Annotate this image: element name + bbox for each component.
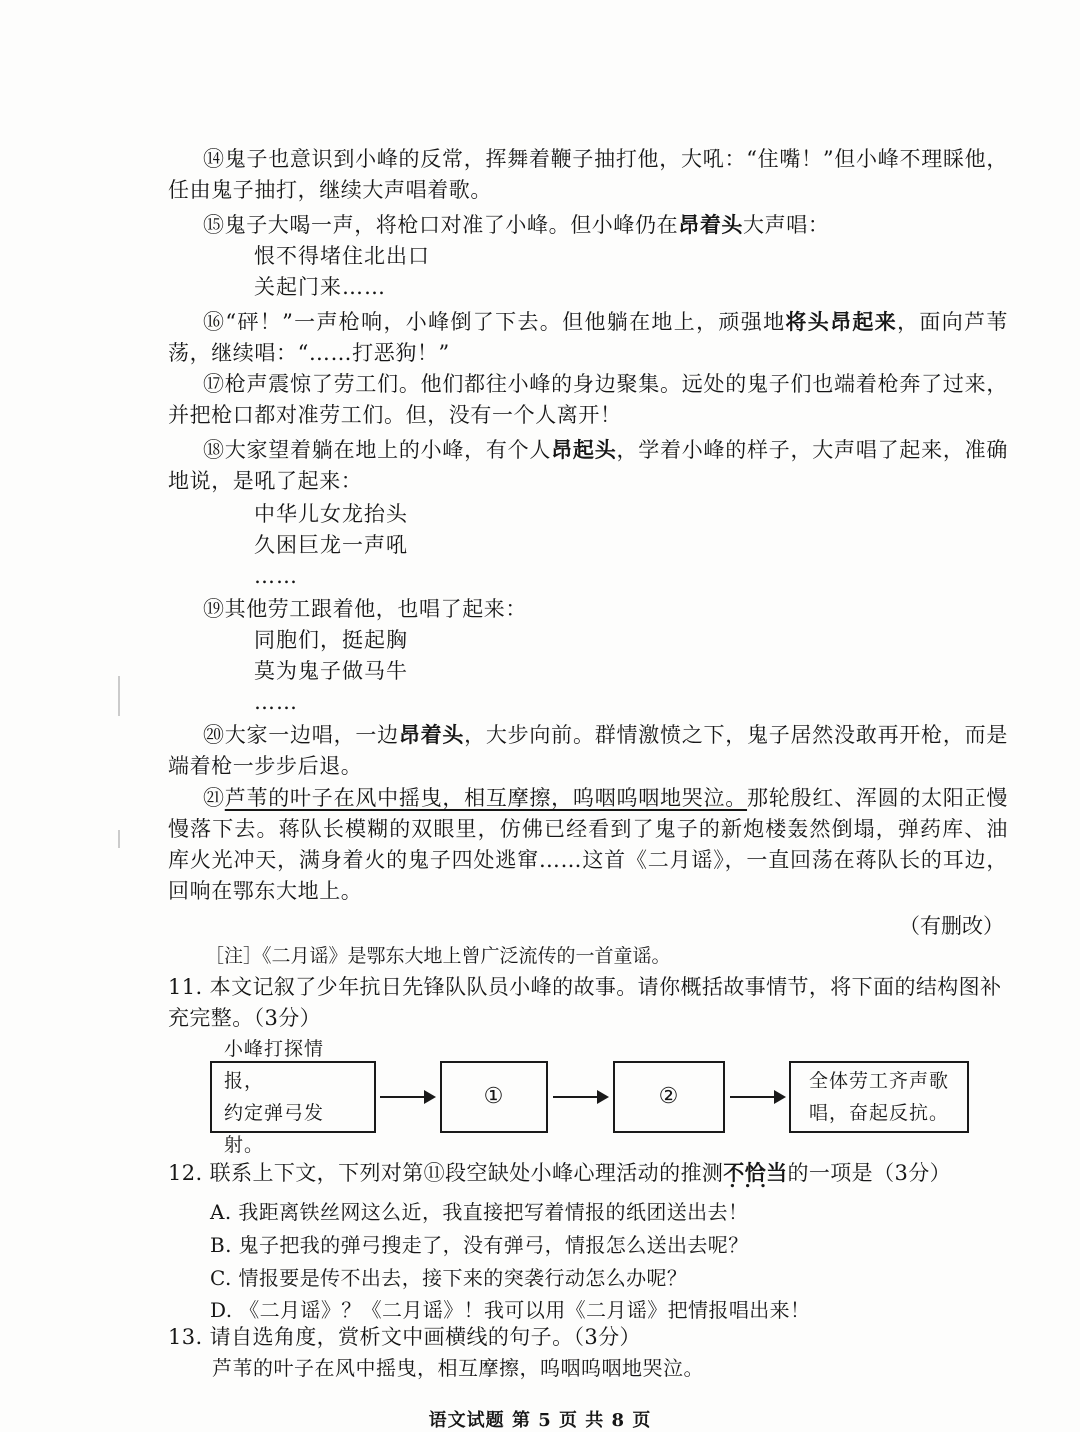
arrow-icon (553, 1096, 607, 1098)
paragraph-number: ⑯ (203, 310, 226, 334)
arrow-icon (730, 1096, 784, 1098)
blank-label: ② (658, 1084, 680, 1109)
paragraph-text: 其他劳工跟着他，也唱了起来： (224, 597, 528, 621)
paragraph-number: ⑭ (203, 147, 225, 171)
paragraph-text: 大家望着躺在地上的小峰，有个人 (224, 438, 552, 462)
box-line: 小峰打探情报， (224, 1038, 325, 1092)
quoted-sentence: 芦苇的叶子在风中摇曳，相互摩擦，呜咽呜咽地哭泣。 (212, 1356, 704, 1380)
option-b[interactable]: B. 鬼子把我的弹弓搜走了，没有弹弓，情报怎么送出去呢？ (210, 1233, 749, 1257)
paragraph-number: ⑲ (203, 597, 225, 621)
paragraph-text: 鬼子大喝一声，将枪口对准了小峰。但小峰仍在 (224, 213, 679, 237)
song-line: …… (254, 564, 298, 588)
paragraph-text: 枪声震惊了劳工们。他们都往小峰的身边聚集。远处的鬼子们也端着枪奔了过来，并把枪口都对准劳工们。但，没有一个人离开！ (168, 372, 1008, 427)
arrow-icon (380, 1096, 434, 1098)
plot-box-blank-1[interactable] (440, 1061, 548, 1133)
song-line: 同胞们，挺起胸 (254, 628, 408, 652)
option-d[interactable]: D. 《二月谣》？《二月谣》！我可以用《二月谣》把情报唱出来！ (210, 1298, 811, 1322)
song-lines-3 (254, 625, 408, 718)
song-line: 关起门来…… (254, 275, 386, 299)
plot-box-4 (789, 1061, 969, 1133)
song-line: …… (254, 690, 298, 714)
paragraph-text: ，大步向前。群情激愤之下，鬼子居然没敢再开枪，而是端着枪一步步后退。 (168, 723, 1008, 778)
bold-phrase: 昂着头 (678, 212, 744, 237)
paragraph-19 (168, 594, 1008, 625)
margin-mark (118, 830, 120, 848)
bold-phrase: 昂着头 (398, 722, 465, 747)
paragraph-text: 鬼子也意识到小峰的反常，挥舞着鞭子抽打他，大吼：“住嘴！”但小峰不理睬他，任由鬼子抽打，继续大声唱着歌。 (168, 147, 1008, 202)
paragraph-21 (168, 783, 1008, 907)
paragraph-number: ⑰ (203, 372, 225, 396)
box-line: 唱，奋起反抗。 (808, 1102, 949, 1124)
paragraph-text: “砰！”一声枪响，小峰倒了下去。但他躺在地上，顽强地 (225, 310, 786, 334)
paragraph-text: ，学着小峰的样子，大声唱了起来，准确地说，是吼了起来： (168, 438, 1008, 493)
plot-box-blank-2[interactable] (613, 1061, 725, 1133)
paragraph-text: 大家一边唱，一边 (224, 723, 399, 747)
plot-box-1 (210, 1038, 376, 1156)
question-text: 的一项是（3分） (787, 1161, 952, 1185)
underlined-sentence: 芦苇的叶子在风中摇曳，相互摩擦，呜咽呜咽地哭泣。 (224, 786, 748, 810)
box-line: 全体劳工齐声歌 (808, 1070, 949, 1092)
paragraph-20 (168, 719, 1008, 782)
paragraph-number: ⑱ (203, 438, 225, 462)
box-line: 约定弹弓发射。 (224, 1102, 325, 1156)
paragraph-14 (168, 144, 1008, 206)
paragraph-text: ，面向芦苇荡，继续唱：“……打恶狗！” (168, 310, 1009, 365)
option-c[interactable]: C. 情报要是传不出去，接下来的突袭行动怎么办呢？ (210, 1266, 688, 1290)
paragraph-number: ㉑ (203, 786, 225, 810)
question-12 (168, 1157, 1008, 1189)
song-line: 恨不得堵住北出口 (254, 244, 430, 268)
bold-phrase: 昂起头 (551, 437, 617, 462)
paragraph-number: ⑳ (203, 723, 225, 747)
blank-label: ① (483, 1084, 505, 1109)
edited-note: （有删改） (899, 914, 1004, 938)
paragraph-17 (168, 369, 1008, 431)
margin-mark (118, 676, 120, 716)
bold-phrase: 将头昂起来 (785, 309, 898, 334)
song-line: 久困巨龙一声吼 (254, 533, 408, 557)
paragraph-15 (168, 209, 1008, 241)
emphasis-text: 不恰当 ... (723, 1160, 787, 1185)
question-text: 12. 联系上下文，下列对第⑪段空缺处小峰心理活动的推测 (168, 1161, 724, 1185)
paragraph-16 (168, 306, 1008, 369)
footnote: ［注］《二月谣》是鄂东大地上曾广泛流传的一首童谣。 (205, 945, 671, 967)
song-line: 中华儿女龙抬头 (254, 502, 408, 526)
page-footer: 语文试题 第 5 页 共 8 页 (428, 1410, 652, 1431)
paragraph-text: 大声唱： (743, 213, 830, 237)
paragraph-text: 那轮殷红、浑圆的太阳正慢慢落下去。蒋队长模糊的双眼里，仿佛已经看到了鬼子的新炮楼轰然倒塌，弹药库、油库火光冲天，满身着火的鬼子四处逃窜……这首《二月谣》，一直回荡在蒋队长的耳边，回响在鄂东大地上。 (168, 786, 1008, 903)
option-a[interactable]: A. 我距离铁丝网这么近，我直接把写着情报的纸团送出去！ (210, 1200, 749, 1224)
song-lines-1 (254, 241, 430, 303)
song-lines-2 (254, 499, 408, 592)
paragraph-number: ⑮ (203, 213, 225, 237)
paragraph-18 (168, 434, 1008, 497)
question-13: 13. 请自选角度，赏析文中画横线的句子。（3分） (168, 1325, 641, 1349)
song-line: 莫为鬼子做马牛 (254, 659, 408, 683)
question-11: 11. 本文记叙了少年抗日先锋队队员小峰的故事。请你概括故事情节，将下面的结构图补充完整。（3分） (168, 975, 1002, 1030)
